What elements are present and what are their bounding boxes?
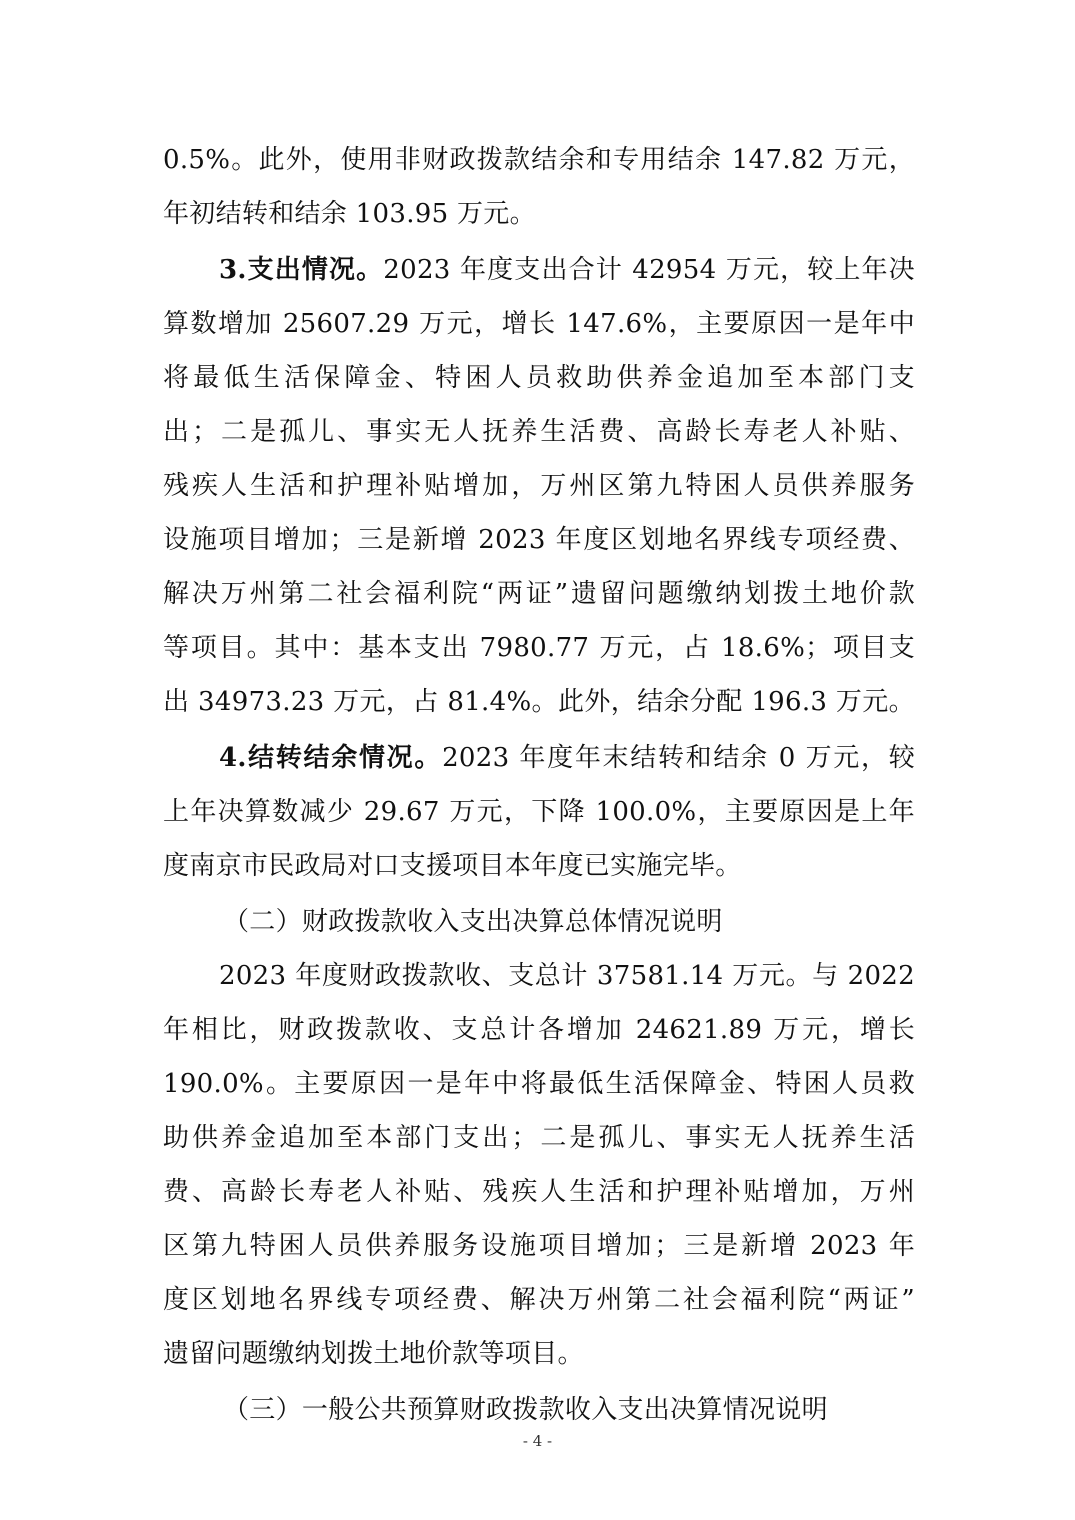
page-number: - 4 - — [522, 1432, 553, 1450]
text-line: 解决万州第二社会福利院“两证”遗留问题缴纳划拨土地价款 — [163, 579, 915, 609]
text-line: 年相比，财政拨款收、支总计各增加 24621.89 万元，增长 — [163, 1015, 915, 1045]
text-line: 年初结转和结余 103.95 万元。 — [163, 199, 536, 229]
text-line: 将最低生活保障金、特困人员救助供养金追加至本部门支 — [163, 363, 915, 393]
text-line: 区第九特困人员供养服务设施项目增加；三是新增 2023 年 — [163, 1231, 915, 1261]
text-line: 遗留问题缴纳划拨土地价款等项目。 — [163, 1339, 584, 1369]
text-line: 设施项目增加；三是新增 2023 年度区划地名界线专项经费、 — [163, 525, 915, 555]
text-line: 度区划地名界线专项经费、解决万州第二社会福利院“两证” — [163, 1285, 915, 1315]
subsection-title: （三）一般公共预算财政拨款收入支出决算情况说明 — [223, 1395, 828, 1425]
text-line: 出；二是孤儿、事实无人抚养生活费、高龄长寿老人补贴、 — [163, 417, 915, 447]
text-line: 2023 年度财政拨款收、支总计 37581.14 万元。与 2022 — [219, 961, 915, 991]
section-heading-line: 3.支出情况。2023 年度支出合计 42954 万元，较上年决 — [219, 255, 915, 285]
text-line: 190.0%。主要原因一是年中将最低生活保障金、特困人员救 — [163, 1069, 915, 1099]
text-line: 残疾人生活和护理补贴增加，万州区第九特困人员供养服务 — [163, 471, 915, 501]
text-line: 助供养金追加至本部门支出；二是孤儿、事实无人抚养生活 — [163, 1123, 915, 1153]
subsection-title: （二）财政拨款收入支出决算总体情况说明 — [223, 907, 723, 937]
section-heading-line: 4.结转结余情况。2023 年度年末结转和结余 0 万元，较 — [219, 743, 915, 773]
text-line: 出 34973.23 万元，占 81.4%。此外，结余分配 196.3 万元。 — [163, 687, 915, 717]
text-line: 度南京市民政局对口支援项目本年度已实施完毕。 — [163, 851, 742, 881]
text-line: 上年决算数减少 29.67 万元，下降 100.0%，主要原因是上年 — [163, 797, 915, 827]
text-line: 算数增加 25607.29 万元，增长 147.6%，主要原因一是年中 — [163, 309, 915, 339]
text-line: 费、高龄长寿老人补贴、残疾人生活和护理补贴增加，万州 — [163, 1177, 915, 1207]
section-heading: 4.结转结余情况。 — [219, 743, 443, 773]
section-heading: 3.支出情况。 — [219, 255, 384, 285]
text-line: 等项目。其中：基本支出 7980.77 万元，占 18.6%；项目支 — [163, 633, 915, 663]
text-line: 0.5%。此外，使用非财政拨款结余和专用结余 147.82 万元， — [163, 145, 915, 175]
